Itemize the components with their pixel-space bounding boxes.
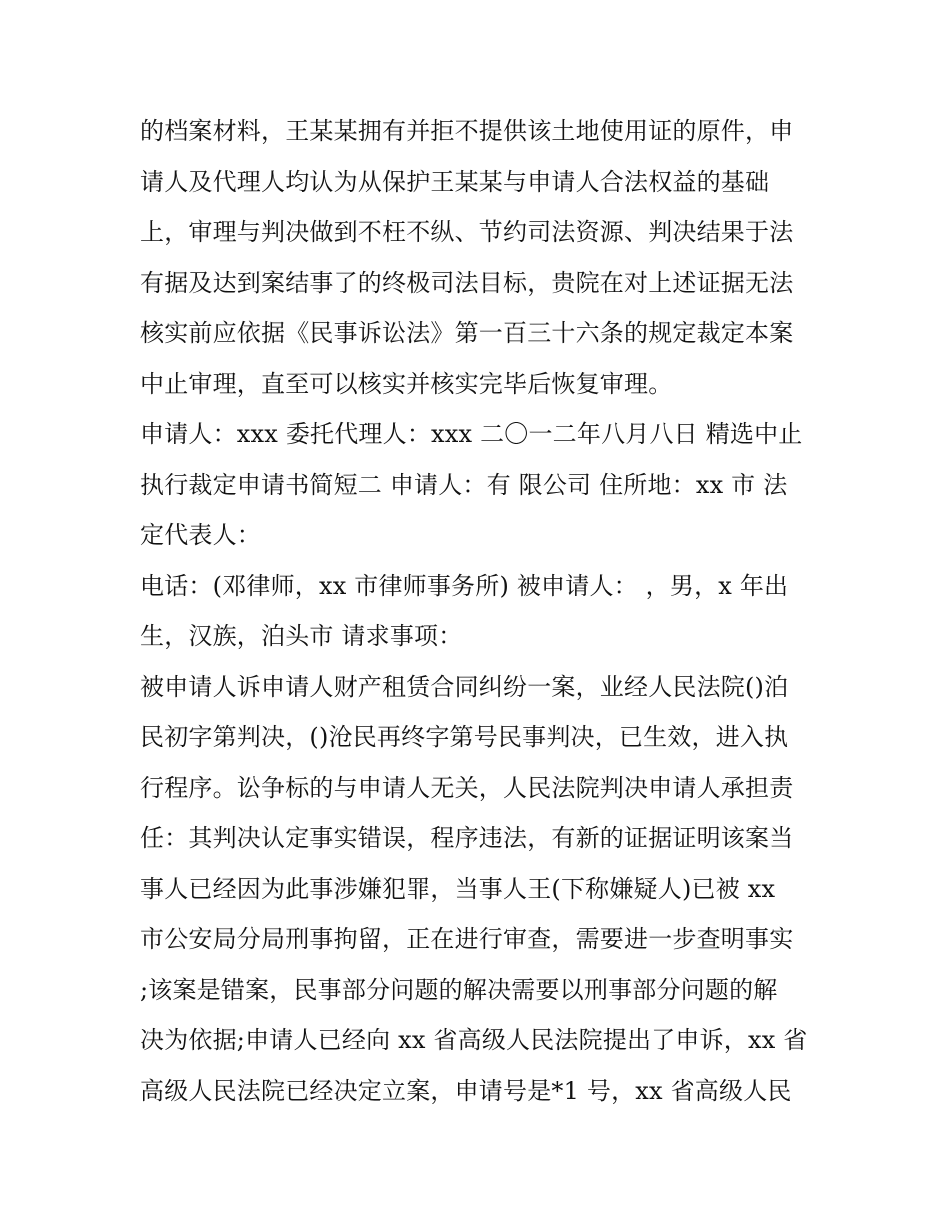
text-line: 上，审理与判决做到不枉不纵、节约司法资源、判决结果于法 bbox=[140, 218, 794, 246]
document-body bbox=[140, 106, 820, 1116]
text-line: ;该案是错案，民事部分问题的解决需要以刑事部分问题的解 bbox=[140, 975, 778, 1004]
text-line: 事人已经因为此事涉嫌犯罪，当事人王(下称嫌疑人)已被 xx bbox=[140, 874, 776, 903]
text-line: 定代表人： bbox=[140, 521, 261, 549]
text-line: 执行裁定申请书简短二 申请人：有 限公司 住所地：xx 市 法 bbox=[140, 470, 788, 499]
text-line: 中止审理，直至可以核实并核实完毕后恢复审理。 bbox=[140, 369, 673, 398]
text-line: 行程序。讼争标的与申请人无关，人民法院判决申请人承担责 bbox=[140, 773, 794, 802]
text-line: 决为依据;申请人已经向 xx 省高级人民法院提出了申诉，xx 省 bbox=[140, 1026, 808, 1054]
text-line: 市公安局分局刑事拘留，正在进行审查，需要进一步查明事实 bbox=[140, 925, 794, 953]
text-line: 民初字第判决，()沧民再终字第号民事判决，已生效，进入执 bbox=[140, 723, 789, 751]
text-line: 申请人：xxx 委托代理人：xxx 二〇一二年八月八日 精选中止 bbox=[140, 420, 803, 448]
text-line: 请人及代理人均认为从保护王某某与申请人合法权益的基础 bbox=[140, 167, 770, 196]
text-line: 的档案材料，王某某拥有并拒不提供该土地使用证的原件，申 bbox=[140, 117, 794, 145]
text-line: 被申请人诉申请人财产租赁合同纠纷一案，业经人民法院()泊 bbox=[140, 672, 789, 701]
text-line: 电话：(邓律师，xx 市律师事务所) 被申请人： ，男，x 年出 bbox=[140, 571, 789, 600]
text-line: 有据及达到案结事了的终极司法目标，贵院在对上述证据无法 bbox=[140, 268, 794, 297]
text-line: 任：其判决认定事实错误，程序违法，有新的证据证明该案当 bbox=[140, 824, 794, 852]
text-line: 生，汉族，泊头市 请求事项： bbox=[140, 622, 463, 650]
text-line: 高级人民法院已经决定立案，申请号是*1 号，xx 省高级人民 bbox=[140, 1076, 792, 1105]
text-line: 核实前应依据《民事诉讼法》第一百三十六条的规定裁定本案 bbox=[140, 319, 794, 347]
